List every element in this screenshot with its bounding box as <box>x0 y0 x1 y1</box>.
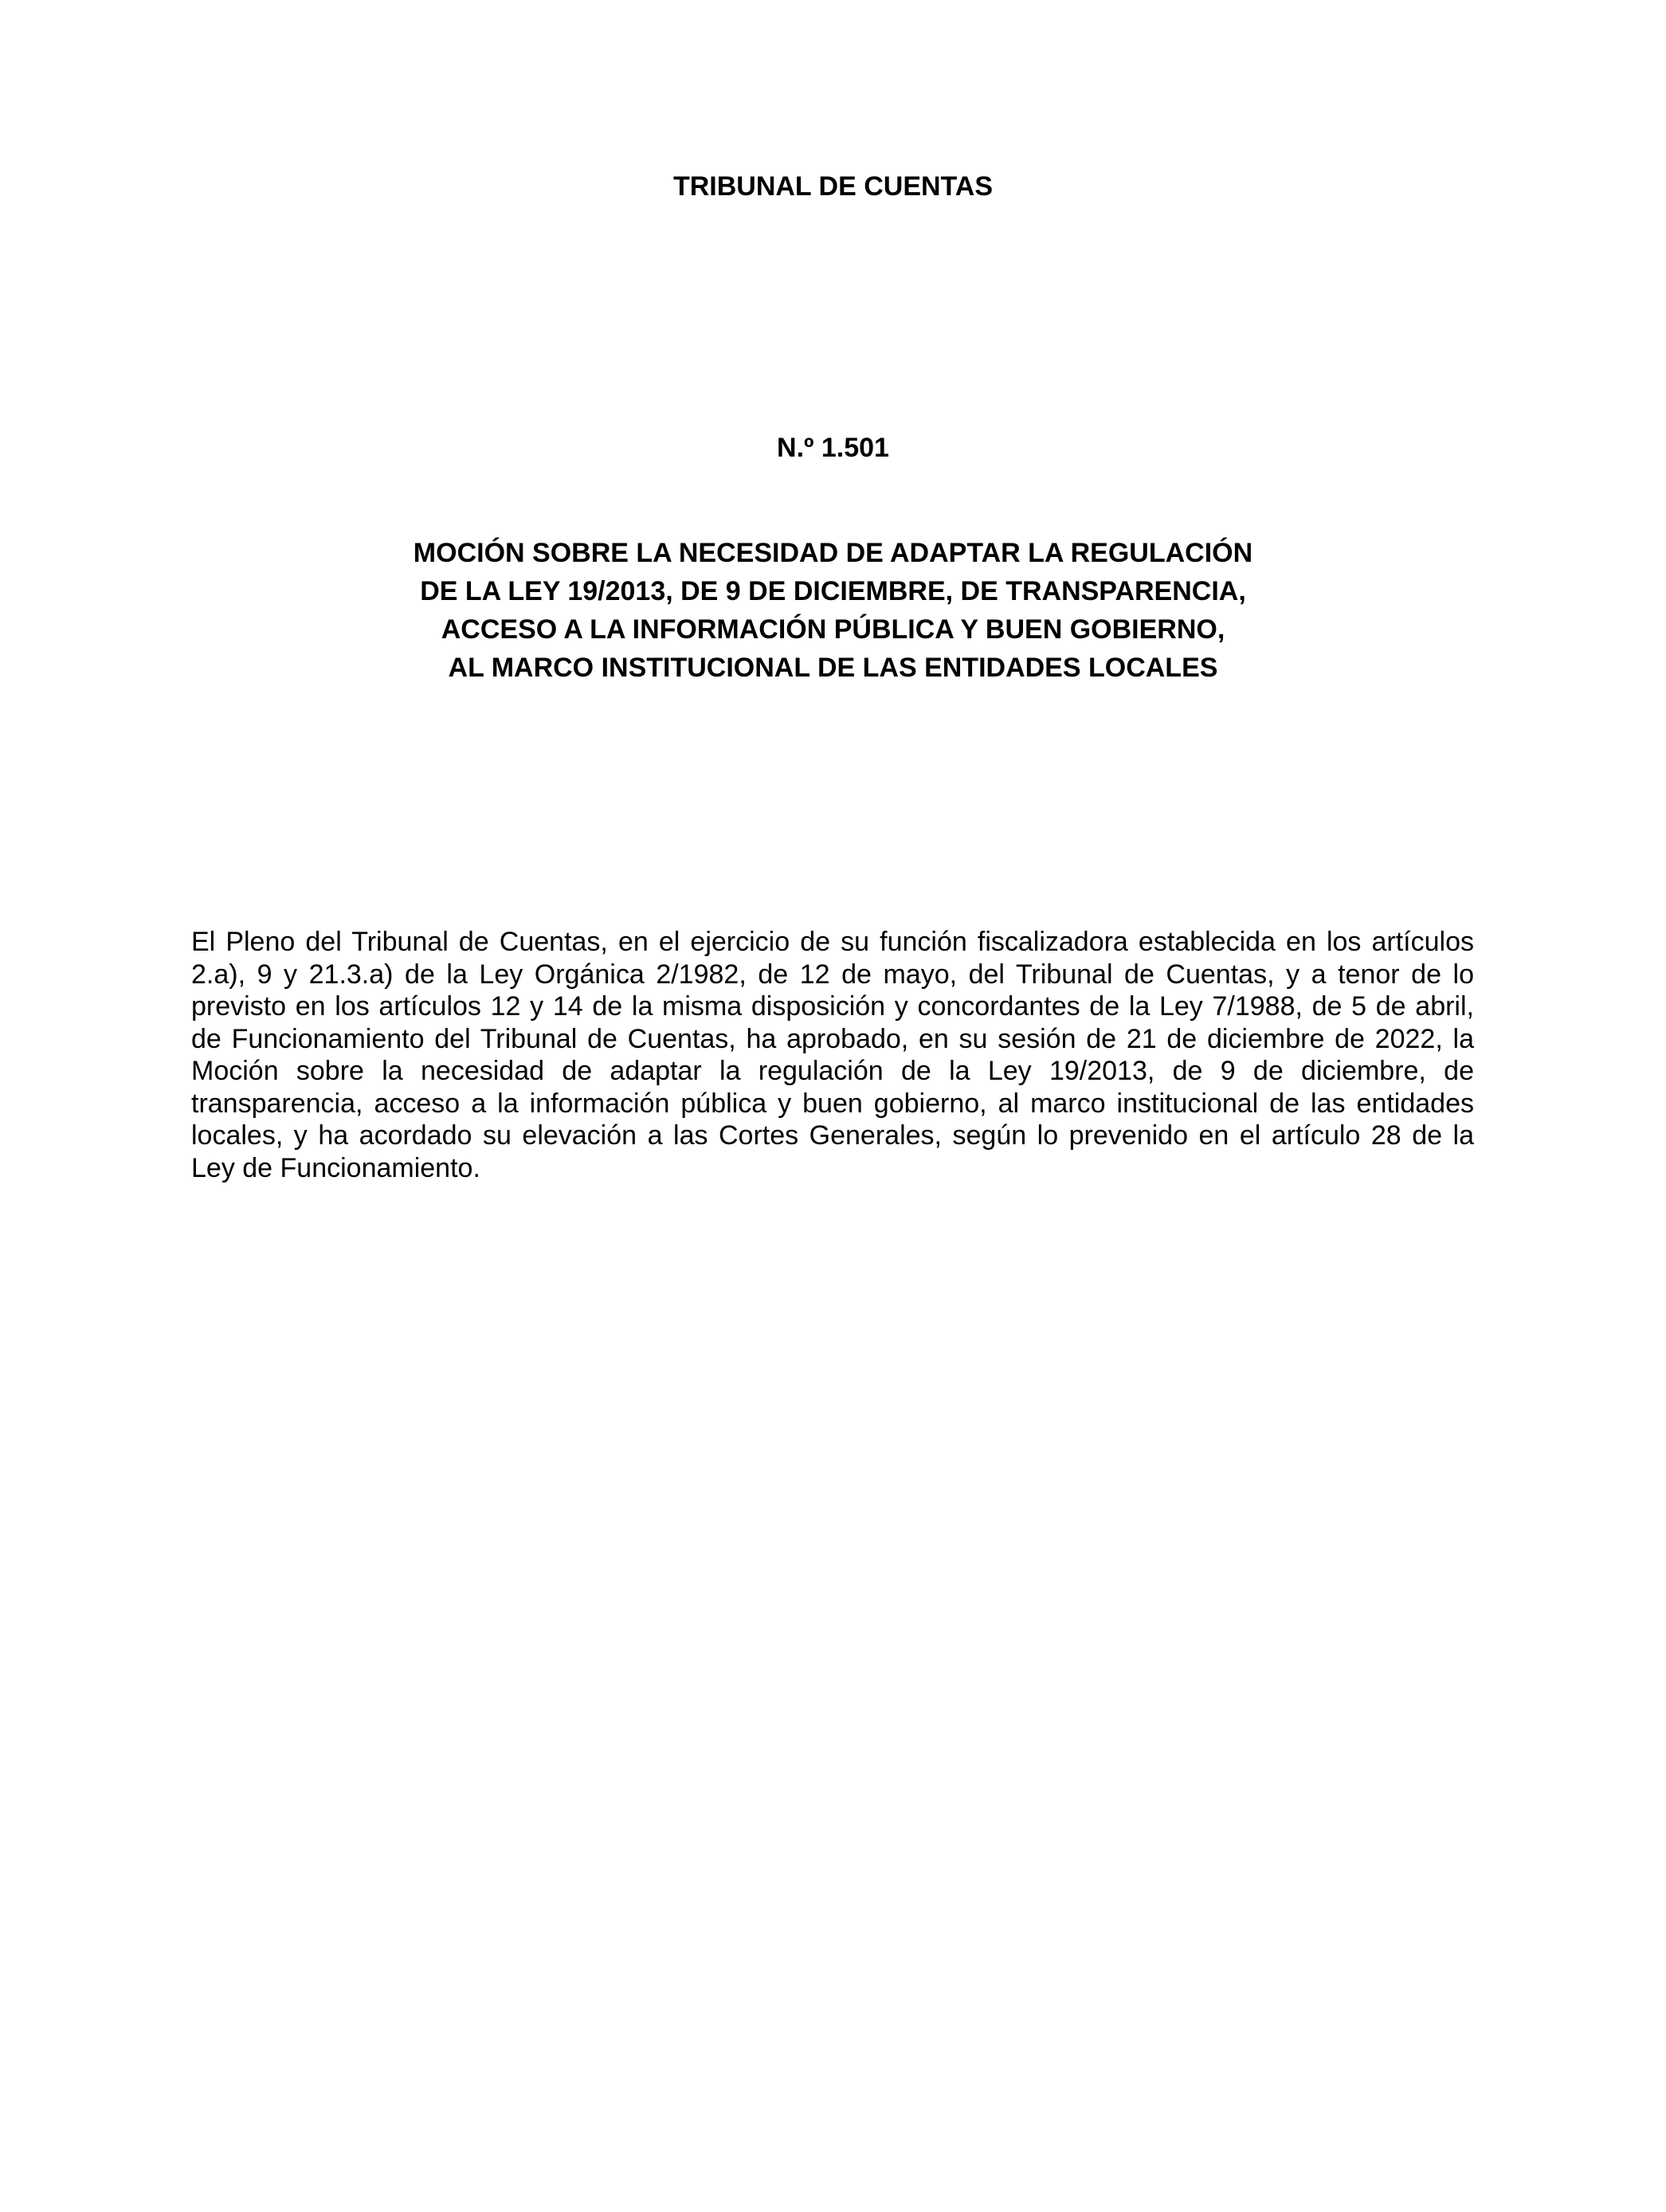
body-line: transparencia, acceso a la información pública y buen gobierno, al marco institucional de las entidades <box>191 1088 1474 1119</box>
body-paragraph <box>191 926 1474 1184</box>
title-line: ACCESO A LA INFORMACIÓN PÚBLICA Y BUEN GOBIERNO, <box>441 614 1225 645</box>
document-title <box>0 534 1666 687</box>
body-line: El Pleno del Tribunal de Cuentas, en el ejercicio de su función fiscalizadora establecida en los artículos <box>191 927 1474 957</box>
body-line: previsto en los artículos 12 y 14 de la misma disposición y concordantes de la Ley 7/1988, de 5 de abril, <box>191 991 1474 1022</box>
title-line: DE LA LEY 19/2013, DE 9 DE DICIEMBRE, DE TRANSPARENCIA, <box>420 576 1246 606</box>
body-line: de Funcionamiento del Tribunal de Cuentas, ha aprobado, en su sesión de 21 de diciembre de 2022, la <box>191 1023 1474 1054</box>
body-line: Ley de Funcionamiento. <box>191 1152 480 1183</box>
document-number: N.º 1.501 <box>777 433 889 463</box>
organization-heading: TRIBUNAL DE CUENTAS <box>672 171 994 202</box>
title-line: MOCIÓN SOBRE LA NECESIDAD DE ADAPTAR LA REGULACIÓN <box>413 538 1253 568</box>
title-line: AL MARCO INSTITUCIONAL DE LAS ENTIDADES LOCALES <box>448 653 1218 683</box>
body-line: 2.a), 9 y 21.3.a) de la Ley Orgánica 2/1982, de 12 de mayo, del Tribunal de Cuentas, y a tenor de lo <box>191 959 1474 990</box>
body-line: locales, y ha acordado su elevación a las Cortes Generales, según lo prevenido en el artículo 28 de la <box>191 1120 1474 1151</box>
body-line: Moción sobre la necesidad de adaptar la regulación de la Ley 19/2013, de 9 de diciembre, de <box>191 1056 1474 1086</box>
